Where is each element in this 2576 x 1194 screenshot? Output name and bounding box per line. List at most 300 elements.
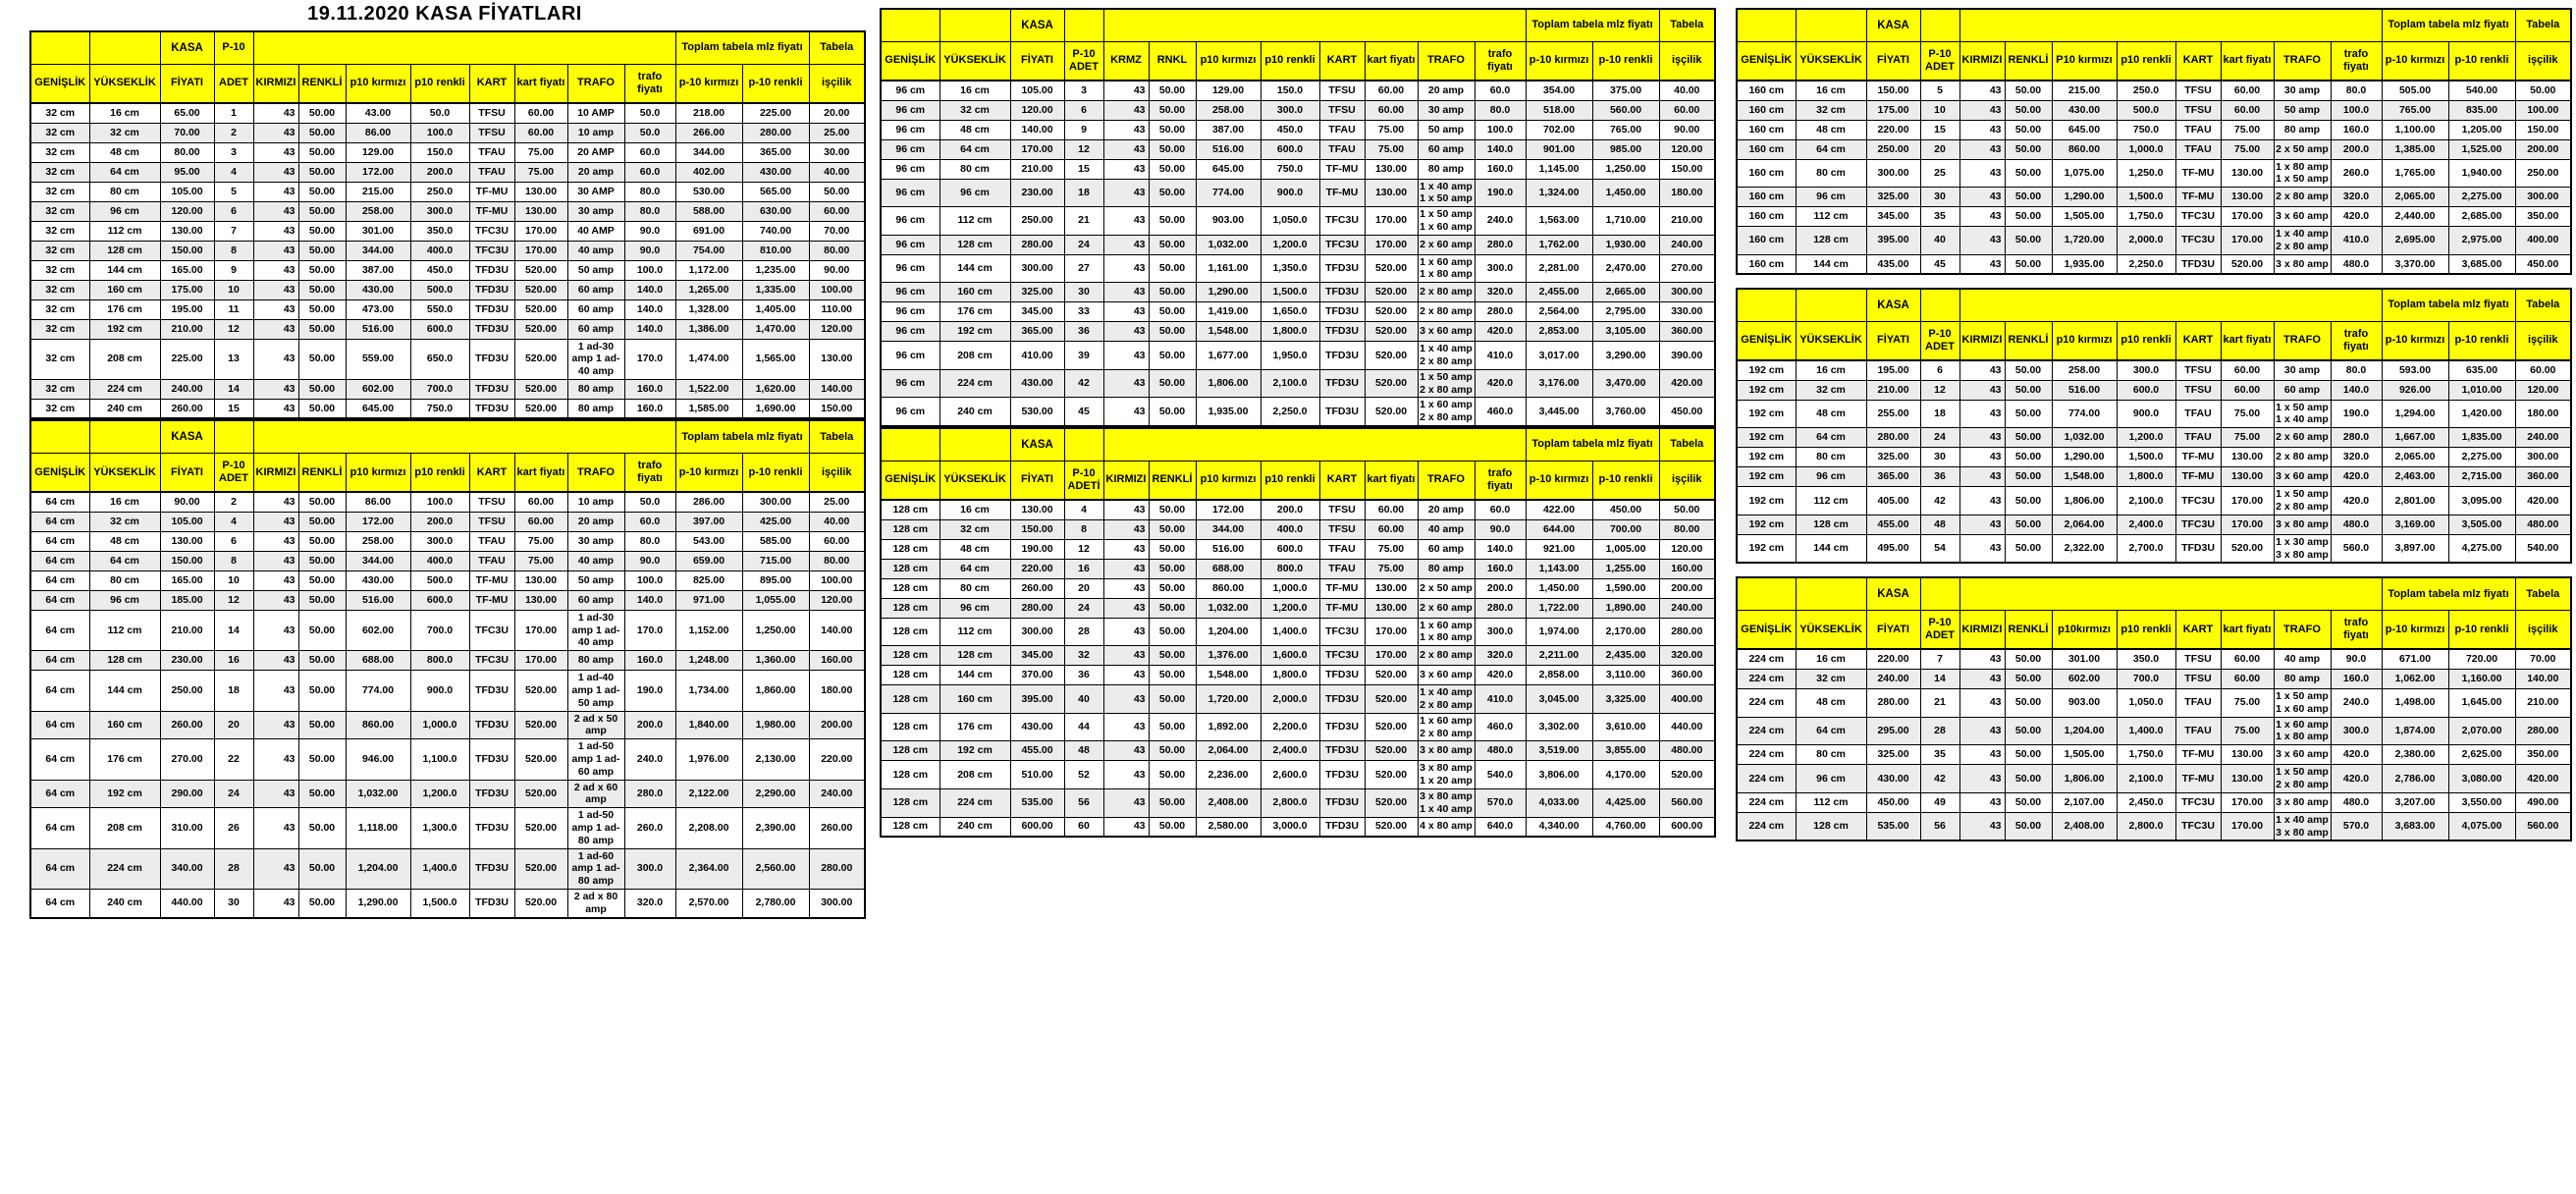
cell-p10-kirmizi[interactable]: 688.00 — [346, 651, 410, 671]
cell-p10-adet[interactable]: 15 — [1064, 159, 1103, 179]
cell-toplam-p10-kirmizi[interactable]: 588.00 — [675, 201, 742, 221]
cell-toplam-p10-renkli[interactable]: 585.00 — [742, 531, 809, 551]
cell-p10-kirmizi[interactable]: 2,408.00 — [1196, 788, 1261, 817]
cell-kirmizi[interactable]: 43 — [1103, 713, 1149, 741]
cell-p10-kirmizi[interactable]: 2,064.00 — [2052, 515, 2117, 534]
cell-kasa-fiyati[interactable]: 250.00 — [1866, 139, 1920, 159]
cell-p10-renkli[interactable]: 550.0 — [410, 299, 469, 319]
cell-trafo[interactable]: 3 x 80 amp 1 x 40 amp — [1418, 788, 1475, 817]
cell-kart-fiyati[interactable]: 75.00 — [1365, 539, 1418, 559]
cell-renkli[interactable]: 50.00 — [298, 512, 346, 531]
cell-kart-fiyati[interactable]: 130.00 — [514, 182, 567, 201]
cell-iscilik[interactable]: 70.00 — [2515, 649, 2571, 669]
cell-trafo[interactable]: 1 x 60 amp 1 x 80 amp — [1418, 618, 1475, 646]
cell-kart[interactable]: TFD3U — [1319, 342, 1365, 370]
cell-toplam-p10-kirmizi[interactable]: 4,033.00 — [1526, 788, 1592, 817]
cell-toplam-p10-kirmizi[interactable]: 2,695.00 — [2382, 227, 2448, 255]
cell-yukseklik[interactable]: 208 cm — [939, 342, 1010, 370]
cell-renkli[interactable]: 50.00 — [298, 808, 346, 848]
cell-genislik[interactable]: 192 cm — [1737, 448, 1796, 467]
cell-toplam-p10-kirmizi[interactable]: 3,176.00 — [1526, 369, 1592, 398]
cell-trafo-fiyati[interactable]: 190.0 — [624, 671, 675, 711]
cell-trafo-fiyati[interactable]: 320.0 — [624, 890, 675, 918]
cell-kart-fiyati[interactable]: 170.00 — [514, 241, 567, 260]
cell-toplam-p10-renkli[interactable]: 1,710.00 — [1592, 207, 1659, 236]
cell-kasa-fiyati[interactable]: 140.00 — [1010, 120, 1064, 139]
cell-genislik[interactable]: 64 cm — [30, 671, 89, 711]
cell-yukseklik[interactable]: 144 cm — [1796, 534, 1866, 563]
cell-p10-renkli[interactable]: 2,800.0 — [2117, 812, 2175, 841]
cell-genislik[interactable]: 32 cm — [30, 339, 89, 379]
cell-p10-adet[interactable]: 60 — [1064, 817, 1103, 837]
cell-p10-renkli[interactable]: 750.0 — [410, 399, 469, 418]
cell-toplam-p10-kirmizi[interactable]: 344.00 — [675, 142, 742, 162]
cell-kart-fiyati[interactable]: 130.00 — [514, 590, 567, 610]
cell-p10-adet[interactable]: 30 — [214, 890, 253, 918]
cell-trafo-fiyati[interactable]: 420.0 — [2331, 487, 2382, 516]
cell-toplam-p10-renkli[interactable]: 3,505.00 — [2448, 515, 2515, 534]
cell-p10-kirmizi[interactable]: 344.00 — [346, 551, 410, 570]
cell-kirmizi[interactable]: 43 — [1103, 369, 1149, 398]
cell-trafo[interactable]: 3 x 80 amp — [2274, 792, 2331, 812]
cell-kart[interactable]: TFD3U — [469, 379, 514, 399]
cell-trafo[interactable]: 1 x 60 amp 1 x 80 amp — [1418, 254, 1475, 283]
cell-iscilik[interactable]: 120.00 — [1659, 139, 1715, 159]
cell-kirmizi[interactable]: 43 — [253, 280, 298, 299]
cell-kart-fiyati[interactable]: 170.00 — [2221, 515, 2274, 534]
cell-p10-kirmizi[interactable]: 1,720.00 — [2052, 227, 2117, 255]
cell-kasa-fiyati[interactable]: 440.00 — [160, 890, 214, 918]
cell-p10-adet[interactable]: 48 — [1064, 741, 1103, 761]
cell-trafo-fiyati[interactable]: 190.0 — [2331, 400, 2382, 428]
cell-trafo[interactable]: 3 x 80 amp — [2274, 254, 2331, 274]
cell-trafo[interactable]: 2 x 80 amp — [1418, 283, 1475, 302]
cell-yukseklik[interactable]: 64 cm — [89, 551, 160, 570]
cell-kirmizi[interactable]: 43 — [253, 379, 298, 399]
cell-kart[interactable]: TFD3U — [469, 319, 514, 339]
cell-toplam-p10-kirmizi[interactable]: 1,762.00 — [1526, 235, 1592, 254]
cell-p10-adet[interactable]: 33 — [1064, 302, 1103, 322]
cell-trafo[interactable]: 30 amp — [1418, 100, 1475, 120]
cell-iscilik[interactable]: 110.00 — [809, 299, 865, 319]
cell-kirmizi[interactable]: 43 — [1103, 539, 1149, 559]
cell-p10-renkli[interactable]: 1,800.0 — [1261, 666, 1319, 685]
cell-renkli[interactable]: 50.00 — [1149, 578, 1196, 598]
cell-kasa-fiyati[interactable]: 300.00 — [1010, 618, 1064, 646]
cell-trafo-fiyati[interactable]: 280.0 — [1475, 598, 1526, 618]
cell-kart[interactable]: TFD3U — [469, 739, 514, 780]
cell-toplam-p10-kirmizi[interactable]: 3,897.00 — [2382, 534, 2448, 563]
cell-kart[interactable]: TFSU — [1319, 100, 1365, 120]
cell-genislik[interactable]: 128 cm — [881, 646, 939, 666]
cell-toplam-p10-renkli[interactable]: 3,105.00 — [1592, 322, 1659, 342]
cell-yukseklik[interactable]: 48 cm — [939, 120, 1010, 139]
cell-p10-renkli[interactable]: 2,400.0 — [1261, 741, 1319, 761]
cell-renkli[interactable]: 50.00 — [1149, 398, 1196, 426]
cell-genislik[interactable]: 32 cm — [30, 399, 89, 418]
cell-kirmizi[interactable]: 43 — [1103, 761, 1149, 789]
cell-toplam-p10-renkli[interactable]: 2,780.00 — [742, 890, 809, 918]
cell-kart[interactable]: TFD3U — [469, 780, 514, 808]
cell-kirmizi[interactable]: 43 — [253, 551, 298, 570]
cell-renkli[interactable]: 50.00 — [1149, 618, 1196, 646]
cell-kasa-fiyati[interactable]: 430.00 — [1010, 369, 1064, 398]
cell-toplam-p10-renkli[interactable]: 280.00 — [742, 123, 809, 142]
cell-kart-fiyati[interactable]: 60.00 — [514, 492, 567, 512]
cell-kirmizi[interactable]: 43 — [1103, 100, 1149, 120]
cell-toplam-p10-kirmizi[interactable]: 1,667.00 — [2382, 428, 2448, 448]
cell-genislik[interactable]: 160 cm — [1737, 139, 1796, 159]
cell-kart[interactable]: TFAU — [2175, 688, 2221, 717]
cell-p10-adet[interactable]: 20 — [1064, 578, 1103, 598]
cell-kart-fiyati[interactable]: 60.00 — [1365, 500, 1418, 519]
cell-p10-renkli[interactable]: 1,400.0 — [1261, 618, 1319, 646]
cell-renkli[interactable]: 50.00 — [298, 201, 346, 221]
cell-genislik[interactable]: 128 cm — [881, 713, 939, 741]
cell-toplam-p10-kirmizi[interactable]: 3,169.00 — [2382, 515, 2448, 534]
cell-trafo[interactable]: 20 amp — [1418, 81, 1475, 100]
cell-iscilik[interactable]: 400.00 — [2515, 227, 2571, 255]
cell-kasa-fiyati[interactable]: 345.00 — [1010, 646, 1064, 666]
cell-p10-adet[interactable]: 10 — [214, 570, 253, 590]
cell-iscilik[interactable]: 50.00 — [809, 182, 865, 201]
cell-p10-adet[interactable]: 6 — [214, 201, 253, 221]
cell-toplam-p10-kirmizi[interactable]: 3,017.00 — [1526, 342, 1592, 370]
cell-p10-renkli[interactable]: 500.0 — [410, 280, 469, 299]
cell-p10-kirmizi[interactable]: 1,204.00 — [346, 848, 410, 889]
cell-iscilik[interactable]: 300.00 — [2515, 448, 2571, 467]
cell-genislik[interactable]: 160 cm — [1737, 120, 1796, 139]
cell-iscilik[interactable]: 40.00 — [809, 162, 865, 182]
cell-kasa-fiyati[interactable]: 220.00 — [1866, 649, 1920, 669]
cell-renkli[interactable]: 50.00 — [2005, 400, 2052, 428]
cell-toplam-p10-renkli[interactable]: 2,275.00 — [2448, 188, 2515, 207]
cell-genislik[interactable]: 96 cm — [881, 342, 939, 370]
cell-trafo-fiyati[interactable]: 140.0 — [624, 280, 675, 299]
cell-yukseklik[interactable]: 48 cm — [1796, 688, 1866, 717]
cell-renkli[interactable]: 50.00 — [298, 123, 346, 142]
cell-yukseklik[interactable]: 64 cm — [939, 139, 1010, 159]
cell-kart-fiyati[interactable]: 170.00 — [2221, 487, 2274, 516]
cell-toplam-p10-renkli[interactable]: 565.00 — [742, 182, 809, 201]
cell-renkli[interactable]: 50.00 — [2005, 254, 2052, 274]
cell-toplam-p10-renkli[interactable]: 3,855.00 — [1592, 741, 1659, 761]
cell-kart[interactable]: TF-MU — [1319, 159, 1365, 179]
cell-kart[interactable]: TFD3U — [1319, 302, 1365, 322]
cell-p10-renkli[interactable]: 1,600.0 — [1261, 646, 1319, 666]
cell-kart-fiyati[interactable]: 520.00 — [514, 711, 567, 739]
cell-yukseklik[interactable]: 128 cm — [89, 651, 160, 671]
cell-kart[interactable]: TFSU — [2175, 380, 2221, 400]
cell-kasa-fiyati[interactable]: 290.00 — [160, 780, 214, 808]
cell-p10-kirmizi[interactable]: 602.00 — [346, 610, 410, 650]
cell-kirmizi[interactable]: 43 — [253, 531, 298, 551]
cell-kirmizi[interactable]: 43 — [1959, 534, 2005, 563]
cell-trafo-fiyati[interactable]: 300.0 — [624, 848, 675, 889]
cell-kart-fiyati[interactable]: 75.00 — [514, 551, 567, 570]
cell-kart[interactable]: TF-MU — [1319, 179, 1365, 207]
cell-yukseklik[interactable]: 16 cm — [89, 103, 160, 123]
cell-toplam-p10-kirmizi[interactable]: 765.00 — [2382, 100, 2448, 120]
cell-iscilik[interactable]: 450.00 — [2515, 254, 2571, 274]
cell-kart[interactable]: TFD3U — [469, 280, 514, 299]
cell-toplam-p10-kirmizi[interactable]: 3,683.00 — [2382, 812, 2448, 841]
cell-p10-renkli[interactable]: 300.0 — [410, 531, 469, 551]
cell-yukseklik[interactable]: 48 cm — [89, 531, 160, 551]
cell-kart-fiyati[interactable]: 170.00 — [2221, 812, 2274, 841]
cell-genislik[interactable]: 192 cm — [1737, 380, 1796, 400]
cell-kasa-fiyati[interactable]: 250.00 — [1010, 207, 1064, 236]
cell-genislik[interactable]: 96 cm — [881, 369, 939, 398]
cell-trafo-fiyati[interactable]: 540.0 — [1475, 761, 1526, 789]
cell-kart-fiyati[interactable]: 520.00 — [514, 319, 567, 339]
cell-p10-renkli[interactable]: 500.0 — [2117, 100, 2175, 120]
cell-kart[interactable]: TF-MU — [2175, 188, 2221, 207]
cell-iscilik[interactable]: 420.00 — [1659, 369, 1715, 398]
cell-p10-kirmizi[interactable]: 516.00 — [1196, 539, 1261, 559]
cell-iscilik[interactable]: 240.00 — [809, 780, 865, 808]
cell-p10-adet[interactable]: 11 — [214, 299, 253, 319]
cell-p10-adet[interactable]: 42 — [1064, 369, 1103, 398]
cell-toplam-p10-kirmizi[interactable]: 354.00 — [1526, 81, 1592, 100]
cell-iscilik[interactable]: 130.00 — [809, 339, 865, 379]
cell-trafo-fiyati[interactable]: 140.0 — [624, 319, 675, 339]
cell-kirmizi[interactable]: 43 — [1103, 500, 1149, 519]
cell-kirmizi[interactable]: 43 — [1103, 598, 1149, 618]
cell-kirmizi[interactable]: 43 — [253, 590, 298, 610]
cell-kirmizi[interactable]: 43 — [1959, 467, 2005, 487]
cell-kart[interactable]: TFD3U — [1319, 283, 1365, 302]
cell-yukseklik[interactable]: 160 cm — [89, 711, 160, 739]
cell-trafo-fiyati[interactable]: 420.0 — [2331, 467, 2382, 487]
cell-kart-fiyati[interactable]: 75.00 — [2221, 139, 2274, 159]
cell-yukseklik[interactable]: 128 cm — [1796, 812, 1866, 841]
cell-kart[interactable]: TFC3U — [469, 610, 514, 650]
cell-trafo-fiyati[interactable]: 420.0 — [2331, 207, 2382, 227]
cell-toplam-p10-kirmizi[interactable]: 1,874.00 — [2382, 717, 2448, 745]
cell-p10-renkli[interactable]: 400.0 — [1261, 519, 1319, 539]
cell-yukseklik[interactable]: 176 cm — [939, 713, 1010, 741]
cell-kirmizi[interactable]: 43 — [1103, 398, 1149, 426]
cell-kart[interactable]: TFAU — [2175, 428, 2221, 448]
cell-kart-fiyati[interactable]: 170.00 — [1365, 235, 1418, 254]
cell-toplam-p10-renkli[interactable]: 1,335.00 — [742, 280, 809, 299]
cell-kasa-fiyati[interactable]: 130.00 — [160, 531, 214, 551]
cell-iscilik[interactable]: 600.00 — [1659, 817, 1715, 837]
cell-toplam-p10-kirmizi[interactable]: 2,122.00 — [675, 780, 742, 808]
cell-kart[interactable]: TFSU — [2175, 100, 2221, 120]
cell-kart[interactable]: TFD3U — [469, 339, 514, 379]
cell-iscilik[interactable]: 210.00 — [2515, 688, 2571, 717]
cell-iscilik[interactable]: 250.00 — [2515, 159, 2571, 188]
cell-kart[interactable]: TFSU — [1319, 500, 1365, 519]
cell-genislik[interactable]: 192 cm — [1737, 400, 1796, 428]
cell-kart[interactable]: TFD3U — [2175, 534, 2221, 563]
cell-trafo[interactable]: 30 amp — [2274, 81, 2331, 100]
cell-p10-renkli[interactable]: 700.0 — [410, 379, 469, 399]
cell-kart-fiyati[interactable]: 170.00 — [514, 221, 567, 241]
cell-kasa-fiyati[interactable]: 300.00 — [1866, 159, 1920, 188]
cell-toplam-p10-kirmizi[interactable]: 1,522.00 — [675, 379, 742, 399]
cell-kart-fiyati[interactable]: 60.00 — [514, 103, 567, 123]
cell-kirmizi[interactable]: 43 — [1103, 788, 1149, 817]
cell-toplam-p10-kirmizi[interactable]: 926.00 — [2382, 380, 2448, 400]
cell-yukseklik[interactable]: 144 cm — [1796, 254, 1866, 274]
cell-trafo[interactable]: 3 x 60 amp — [2274, 467, 2331, 487]
cell-kart[interactable]: TFD3U — [469, 890, 514, 918]
cell-p10-renkli[interactable]: 1,500.0 — [2117, 188, 2175, 207]
cell-kart[interactable]: TFAU — [1319, 139, 1365, 159]
cell-p10-adet[interactable]: 15 — [214, 399, 253, 418]
cell-trafo[interactable]: 30 amp — [2274, 360, 2331, 380]
cell-p10-renkli[interactable]: 350.0 — [410, 221, 469, 241]
cell-genislik[interactable]: 128 cm — [881, 618, 939, 646]
cell-kart[interactable]: TFC3U — [469, 241, 514, 260]
cell-p10-renkli[interactable]: 1,200.0 — [1261, 235, 1319, 254]
cell-p10-renkli[interactable]: 1,500.0 — [2117, 448, 2175, 467]
cell-toplam-p10-kirmizi[interactable]: 402.00 — [675, 162, 742, 182]
cell-kart[interactable]: TFD3U — [1319, 741, 1365, 761]
cell-p10-renkli[interactable]: 1,200.0 — [2117, 428, 2175, 448]
cell-kart[interactable]: TFD3U — [1319, 713, 1365, 741]
cell-kasa-fiyati[interactable]: 105.00 — [160, 512, 214, 531]
cell-kart-fiyati[interactable]: 130.00 — [1365, 578, 1418, 598]
cell-kirmizi[interactable]: 43 — [1103, 666, 1149, 685]
cell-yukseklik[interactable]: 32 cm — [89, 512, 160, 531]
cell-p10-kirmizi[interactable]: 301.00 — [2052, 649, 2117, 669]
cell-trafo[interactable]: 2 ad x 60 amp — [567, 780, 624, 808]
cell-trafo-fiyati[interactable]: 100.0 — [1475, 120, 1526, 139]
cell-p10-adet[interactable]: 30 — [1920, 188, 1959, 207]
cell-toplam-p10-renkli[interactable]: 810.00 — [742, 241, 809, 260]
cell-iscilik[interactable]: 60.00 — [1659, 100, 1715, 120]
cell-yukseklik[interactable]: 48 cm — [1796, 120, 1866, 139]
cell-kirmizi[interactable]: 43 — [1103, 618, 1149, 646]
cell-p10-kirmizi[interactable]: 86.00 — [346, 492, 410, 512]
cell-toplam-p10-kirmizi[interactable]: 1,450.00 — [1526, 578, 1592, 598]
cell-genislik[interactable]: 128 cm — [881, 666, 939, 685]
cell-p10-adet[interactable]: 36 — [1064, 322, 1103, 342]
cell-yukseklik[interactable]: 80 cm — [1796, 448, 1866, 467]
cell-p10-renkli[interactable]: 700.0 — [2117, 669, 2175, 688]
cell-kart-fiyati[interactable]: 520.00 — [1365, 817, 1418, 837]
cell-genislik[interactable]: 96 cm — [881, 398, 939, 426]
cell-kart[interactable]: TFC3U — [469, 221, 514, 241]
cell-kasa-fiyati[interactable]: 165.00 — [160, 260, 214, 280]
cell-p10-kirmizi[interactable]: 2,580.00 — [1196, 817, 1261, 837]
cell-kart-fiyati[interactable]: 75.00 — [2221, 120, 2274, 139]
cell-toplam-p10-kirmizi[interactable]: 1,294.00 — [2382, 400, 2448, 428]
cell-toplam-p10-kirmizi[interactable]: 691.00 — [675, 221, 742, 241]
cell-toplam-p10-kirmizi[interactable]: 2,853.00 — [1526, 322, 1592, 342]
cell-trafo[interactable]: 30 amp — [567, 531, 624, 551]
cell-genislik[interactable]: 128 cm — [881, 500, 939, 519]
cell-trafo[interactable]: 2 x 50 amp — [1418, 578, 1475, 598]
cell-iscilik[interactable]: 150.00 — [1659, 159, 1715, 179]
cell-kasa-fiyati[interactable]: 90.00 — [160, 492, 214, 512]
cell-renkli[interactable]: 50.00 — [298, 399, 346, 418]
cell-yukseklik[interactable]: 112 cm — [939, 207, 1010, 236]
cell-trafo[interactable]: 1 x 40 amp 1 x 50 amp — [1418, 179, 1475, 207]
cell-kirmizi[interactable]: 43 — [253, 142, 298, 162]
cell-iscilik[interactable]: 420.00 — [2515, 765, 2571, 793]
cell-kasa-fiyati[interactable]: 70.00 — [160, 123, 214, 142]
cell-kart-fiyati[interactable]: 60.00 — [514, 123, 567, 142]
cell-yukseklik[interactable]: 32 cm — [1796, 100, 1866, 120]
cell-p10-adet[interactable]: 40 — [1064, 685, 1103, 714]
cell-trafo-fiyati[interactable]: 90.0 — [624, 551, 675, 570]
cell-p10-adet[interactable]: 24 — [1920, 428, 1959, 448]
cell-p10-renkli[interactable]: 900.0 — [410, 671, 469, 711]
cell-toplam-p10-kirmizi[interactable]: 1,722.00 — [1526, 598, 1592, 618]
cell-renkli[interactable]: 50.00 — [298, 739, 346, 780]
cell-p10-kirmizi[interactable]: 172.00 — [1196, 500, 1261, 519]
cell-iscilik[interactable]: 350.00 — [2515, 207, 2571, 227]
cell-kirmizi[interactable]: 43 — [1959, 120, 2005, 139]
cell-kasa-fiyati[interactable]: 600.00 — [1010, 817, 1064, 837]
cell-kasa-fiyati[interactable]: 365.00 — [1866, 467, 1920, 487]
cell-kart[interactable]: TFD3U — [1319, 761, 1365, 789]
cell-p10-adet[interactable]: 42 — [1920, 487, 1959, 516]
cell-trafo[interactable]: 1 x 60 amp 2 x 80 amp — [1418, 713, 1475, 741]
cell-kart[interactable]: TFD3U — [1319, 398, 1365, 426]
cell-iscilik[interactable]: 25.00 — [809, 123, 865, 142]
cell-trafo-fiyati[interactable]: 80.0 — [624, 201, 675, 221]
cell-p10-renkli[interactable]: 1,750.0 — [2117, 745, 2175, 765]
cell-kirmizi[interactable]: 43 — [1959, 254, 2005, 274]
cell-kirmizi[interactable]: 43 — [1959, 448, 2005, 467]
cell-p10-kirmizi[interactable]: 473.00 — [346, 299, 410, 319]
cell-trafo[interactable]: 1 ad-30 amp 1 ad-40 amp — [567, 610, 624, 650]
cell-toplam-p10-kirmizi[interactable]: 3,302.00 — [1526, 713, 1592, 741]
cell-kart[interactable]: TF-MU — [2175, 467, 2221, 487]
cell-p10-adet[interactable]: 15 — [1920, 120, 1959, 139]
cell-kart[interactable]: TFC3U — [1319, 618, 1365, 646]
cell-p10-renkli[interactable]: 400.0 — [410, 551, 469, 570]
cell-kasa-fiyati[interactable]: 325.00 — [1866, 448, 1920, 467]
cell-kart-fiyati[interactable]: 60.00 — [2221, 669, 2274, 688]
cell-kart-fiyati[interactable]: 130.00 — [2221, 188, 2274, 207]
cell-p10-kirmizi[interactable]: 516.00 — [1196, 139, 1261, 159]
cell-trafo-fiyati[interactable]: 200.0 — [1475, 578, 1526, 598]
cell-p10-renkli[interactable]: 900.0 — [1261, 179, 1319, 207]
cell-yukseklik[interactable]: 128 cm — [1796, 227, 1866, 255]
cell-trafo-fiyati[interactable]: 160.0 — [1475, 559, 1526, 578]
cell-trafo-fiyati[interactable]: 300.0 — [2331, 717, 2382, 745]
cell-p10-kirmizi[interactable]: 2,107.00 — [2052, 792, 2117, 812]
cell-toplam-p10-kirmizi[interactable]: 1,324.00 — [1526, 179, 1592, 207]
cell-kirmizi[interactable]: 43 — [253, 711, 298, 739]
cell-yukseklik[interactable]: 64 cm — [89, 162, 160, 182]
cell-kart[interactable]: TFAU — [1319, 539, 1365, 559]
cell-kirmizi[interactable]: 43 — [1103, 254, 1149, 283]
cell-toplam-p10-kirmizi[interactable]: 825.00 — [675, 570, 742, 590]
cell-kart-fiyati[interactable]: 520.00 — [1365, 283, 1418, 302]
cell-toplam-p10-renkli[interactable]: 450.00 — [1592, 500, 1659, 519]
cell-trafo-fiyati[interactable]: 200.0 — [2331, 139, 2382, 159]
cell-iscilik[interactable]: 280.00 — [809, 848, 865, 889]
cell-kirmizi[interactable]: 43 — [253, 848, 298, 889]
cell-p10-renkli[interactable]: 650.0 — [410, 339, 469, 379]
cell-kart-fiyati[interactable]: 520.00 — [514, 780, 567, 808]
cell-trafo[interactable]: 1 x 40 amp 2 x 80 amp — [1418, 685, 1475, 714]
cell-toplam-p10-renkli[interactable]: 2,390.00 — [742, 808, 809, 848]
cell-kirmizi[interactable]: 43 — [253, 890, 298, 918]
cell-renkli[interactable]: 50.00 — [298, 848, 346, 889]
cell-p10-kirmizi[interactable]: 1,204.00 — [2052, 717, 2117, 745]
cell-genislik[interactable]: 64 cm — [30, 651, 89, 671]
cell-kart-fiyati[interactable]: 130.00 — [1365, 159, 1418, 179]
